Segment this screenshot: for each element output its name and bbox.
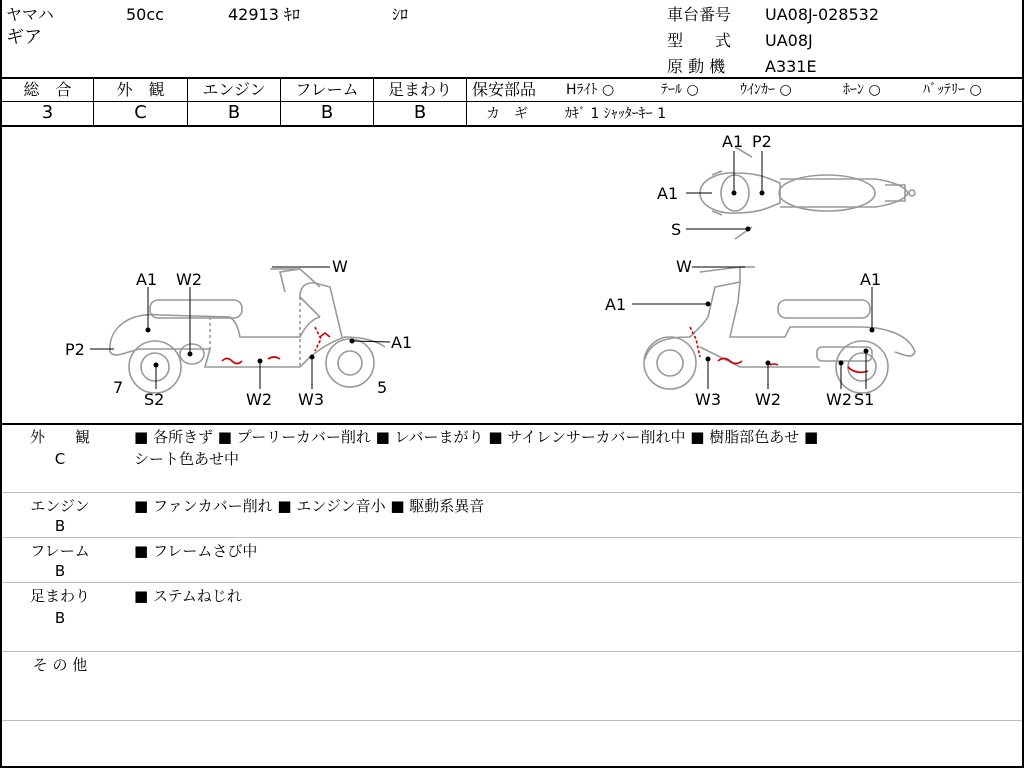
section-grade-suspension: B	[54, 609, 66, 627]
grade-value-total: 3	[41, 102, 54, 123]
note-line: シート色あせ中	[134, 450, 240, 468]
grade-label-frame: フレーム	[295, 80, 359, 99]
label-w2: W2	[246, 390, 272, 409]
label-w2: W2	[176, 270, 202, 289]
mileage: 42913 ｷﾛ	[228, 5, 300, 24]
safety-item-headlight: Hﾗｲﾄ ○	[566, 82, 615, 98]
safety-item-horn: ﾎｰﾝ ○	[843, 82, 881, 98]
divider	[2, 651, 1022, 652]
label-w3: W3	[695, 390, 721, 409]
grade-value-frame: B	[320, 102, 334, 123]
section-grade-frame: B	[54, 562, 66, 580]
maker: ヤマハ	[6, 5, 54, 24]
section-title-frame: フレーム	[30, 542, 90, 560]
section-grade-engine: B	[54, 517, 66, 535]
divider	[466, 78, 467, 126]
section-notes-suspension: ■ ステムねじれ	[134, 587, 242, 605]
section-title-exterior: 外 観	[29, 428, 90, 446]
label-a1: A1	[605, 295, 627, 314]
label-s: S	[671, 220, 682, 239]
displacement: 50cc	[126, 5, 164, 24]
grade-label-suspension: 足まわり	[387, 80, 452, 99]
label-a1: A1	[722, 132, 744, 151]
safety-item-winker: ｳｲﾝｶｰ ○	[740, 82, 792, 98]
damage-diagram	[0, 127, 1024, 423]
section-grade-exterior: C	[54, 450, 66, 468]
grade-value-engine: B	[227, 102, 241, 123]
divider	[0, 77, 1024, 79]
label-w3: W3	[298, 390, 324, 409]
label-a1: A1	[657, 184, 679, 203]
section-notes-engine: ■ ファンカバー削れ ■ エンジン音小 ■ 駆動系異音	[134, 497, 485, 515]
divider	[2, 582, 1022, 583]
engine-label: 原 動 機	[667, 57, 726, 76]
safety-item-battery: ﾊﾞｯﾃﾘｰ ○	[923, 82, 982, 98]
grade-value-exterior: C	[134, 102, 147, 123]
label-w: W	[332, 257, 348, 276]
label-p2: P2	[65, 340, 85, 359]
section-notes-frame: ■ フレームさび中	[134, 542, 258, 560]
grade-value-suspension: B	[413, 102, 427, 123]
safety-item-tail: ﾃｰﾙ ○	[661, 82, 699, 98]
body-color: ｼﾛ	[392, 5, 409, 24]
label-w2: W2	[826, 390, 852, 409]
divider	[0, 423, 1024, 425]
grade-label-exterior: 外 観	[116, 80, 165, 99]
note-line: ■ 各所きず ■ プーリーカバー削れ ■ レバーまがり ■ サイレンサーカバー削れ中 ■ 樹脂部色あせ ■	[134, 428, 819, 446]
label-s2: S2	[144, 390, 165, 409]
section-notes-exterior	[134, 426, 1014, 470]
engine-value: A331E	[765, 57, 817, 76]
key-value: ｶｷﾞ 1 ｼｬｯﾀｰｷｰ 1	[565, 106, 667, 122]
divider	[2, 720, 1022, 721]
type-label: 型 式	[667, 31, 732, 50]
label-w: W	[676, 257, 692, 276]
frame-no: UA08J-028532	[765, 5, 880, 24]
label-a1: A1	[391, 333, 413, 352]
label-a1: A1	[860, 270, 882, 289]
divider	[2, 492, 1022, 493]
section-title-suspension: 足まわり	[29, 587, 90, 605]
section-title-engine: エンジン	[30, 497, 90, 515]
frame-no-label: 車台番号	[667, 5, 732, 24]
label-a1: A1	[136, 270, 158, 289]
divider	[2, 537, 1022, 538]
key-label: カ ギ	[486, 106, 528, 122]
label-p2: P2	[752, 132, 772, 151]
label-w2: W2	[755, 390, 781, 409]
divider	[466, 101, 1022, 102]
label-5: 5	[377, 378, 388, 397]
grade-label-total: 総 合	[23, 80, 72, 99]
grade-label-engine: エンジン	[202, 80, 266, 99]
section-title-other: そ の 他	[32, 656, 88, 674]
type-value: UA08J	[765, 31, 813, 50]
safety-label: 保安部品	[472, 80, 537, 99]
label-7: 7	[113, 378, 124, 397]
label-s1: S1	[854, 390, 875, 409]
model-name: ギア	[6, 27, 42, 48]
